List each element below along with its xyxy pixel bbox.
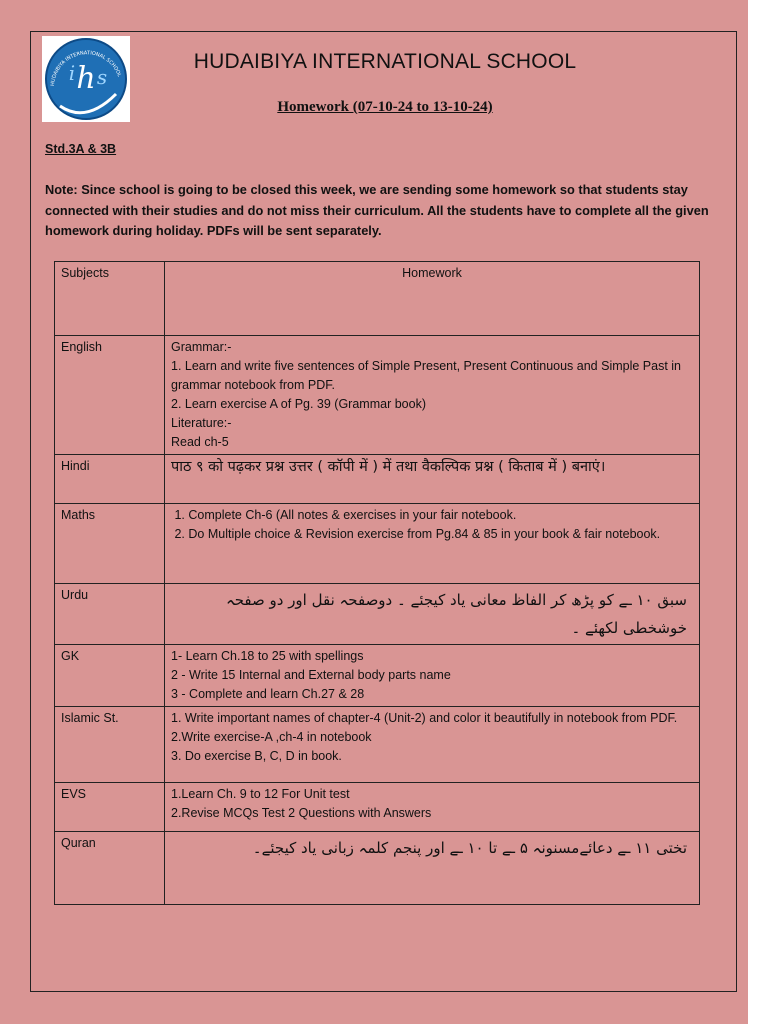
homework-line: 1. Learn and write five sentences of Simple Present, Present Continuous and Simple Past in grammar notebook from PDF. xyxy=(171,359,685,392)
subject-cell: EVS xyxy=(55,783,165,832)
subject-cell: Islamic St. xyxy=(55,707,165,783)
table-row xyxy=(55,832,700,905)
homework-line: 1. Write important names of chapter-4 (Unit-2) and color it beautifully in notebook from PDF. xyxy=(171,711,678,725)
svg-text:s: s xyxy=(96,65,108,89)
svg-text:h: h xyxy=(76,61,96,96)
note-paragraph: Note: Since school is going to be closed this week, we are sending some homework so that students stay connected with their studies and do not miss their curriculum. All the students have to complete all the given homework during holiday. PDFs will be sent separately. xyxy=(45,182,709,238)
table-header-row xyxy=(55,262,700,336)
subject-cell: Quran xyxy=(55,832,165,905)
homework-line: 1.Learn Ch. 9 to 12 For Unit test xyxy=(171,787,350,801)
homework-cell xyxy=(165,645,700,707)
homework-line: पाठ ९ को पढ़कर प्रश्न उत्तर ( कॉपी में ) में तथा वैकल्पिक प्रश्न ( किताब में ) बनाएं। xyxy=(171,459,606,475)
homework-cell xyxy=(165,455,700,504)
homework-line: 2. Learn exercise A of Pg. 39 (Grammar book) xyxy=(171,397,426,411)
homework-line: 1- Learn Ch.18 to 25 with spellings xyxy=(171,649,364,663)
subject-cell: English xyxy=(55,336,165,455)
homework-cell xyxy=(165,707,700,783)
table-row xyxy=(55,707,700,783)
homework-line: 2 - Write 15 Internal and External body parts name xyxy=(171,668,451,682)
school-name: HUDAIBIYA INTERNATIONAL SCHOOL xyxy=(193,50,577,73)
subject-cell: Hindi xyxy=(55,455,165,504)
homework-line: Read ch-5 xyxy=(171,435,229,449)
subject-cell: Maths xyxy=(55,504,165,584)
homework-line: 2.Write exercise-A ,ch-4 in notebook xyxy=(171,730,372,744)
homework-line: سبق ۱۰ ـے کو پڑھ کر الفاظ معانی یاد کیجئے ۔ دوصفحہ نقل اور دو صفحہ خوشخطی لکھئے ۔ xyxy=(221,591,687,637)
homework-line: 3 - Complete and learn Ch.27 & 28 xyxy=(171,687,365,701)
logo-text: HUDAIBIYA INTERNATIONAL SCHOOL xyxy=(49,50,123,87)
homework-line: 2.Revise MCQs Test 2 Questions with Answers xyxy=(171,806,432,820)
homework-cell xyxy=(165,336,700,455)
homework-line: 3. Do exercise B, C, D in book. xyxy=(171,749,342,763)
homework-line: تختی ۱۱ ـے دعائےمسنونہ ۵ ـے تا ۱۰ ـے اور پنجم کلمہ زبانی یاد کیجئے۔ xyxy=(252,839,687,857)
table-row xyxy=(55,336,700,455)
homework-table xyxy=(54,261,700,905)
homework-line: Literature:- xyxy=(171,416,232,430)
svg-text:i: i xyxy=(68,61,76,85)
homework-line: 1. Complete Ch-6 (All notes & exercises in your fair notebook. xyxy=(171,508,517,522)
homework-header: Homework xyxy=(165,262,700,336)
subject-cell: GK xyxy=(55,645,165,707)
subject-cell: Urdu xyxy=(55,584,165,645)
table-row xyxy=(55,504,700,584)
table-row xyxy=(55,584,700,645)
school-logo-icon xyxy=(42,36,130,122)
subjects-header: Subjects xyxy=(55,262,165,336)
homework-title: Homework (07-10-24 to 13-10-24) xyxy=(277,99,493,115)
homework-line: 2. Do Multiple choice & Revision exercise from Pg.84 & 85 in your book & fair notebook. xyxy=(171,527,661,541)
homework-line: Grammar:- xyxy=(171,340,232,354)
standard-label: Std.3A & 3B xyxy=(45,142,117,156)
homework-cell xyxy=(165,832,700,905)
table-row xyxy=(55,455,700,504)
homework-cell xyxy=(165,584,700,645)
homework-cell xyxy=(165,783,700,832)
homework-cell xyxy=(165,504,700,584)
table-row xyxy=(55,645,700,707)
table-row xyxy=(55,783,700,832)
school-logo xyxy=(42,36,130,122)
